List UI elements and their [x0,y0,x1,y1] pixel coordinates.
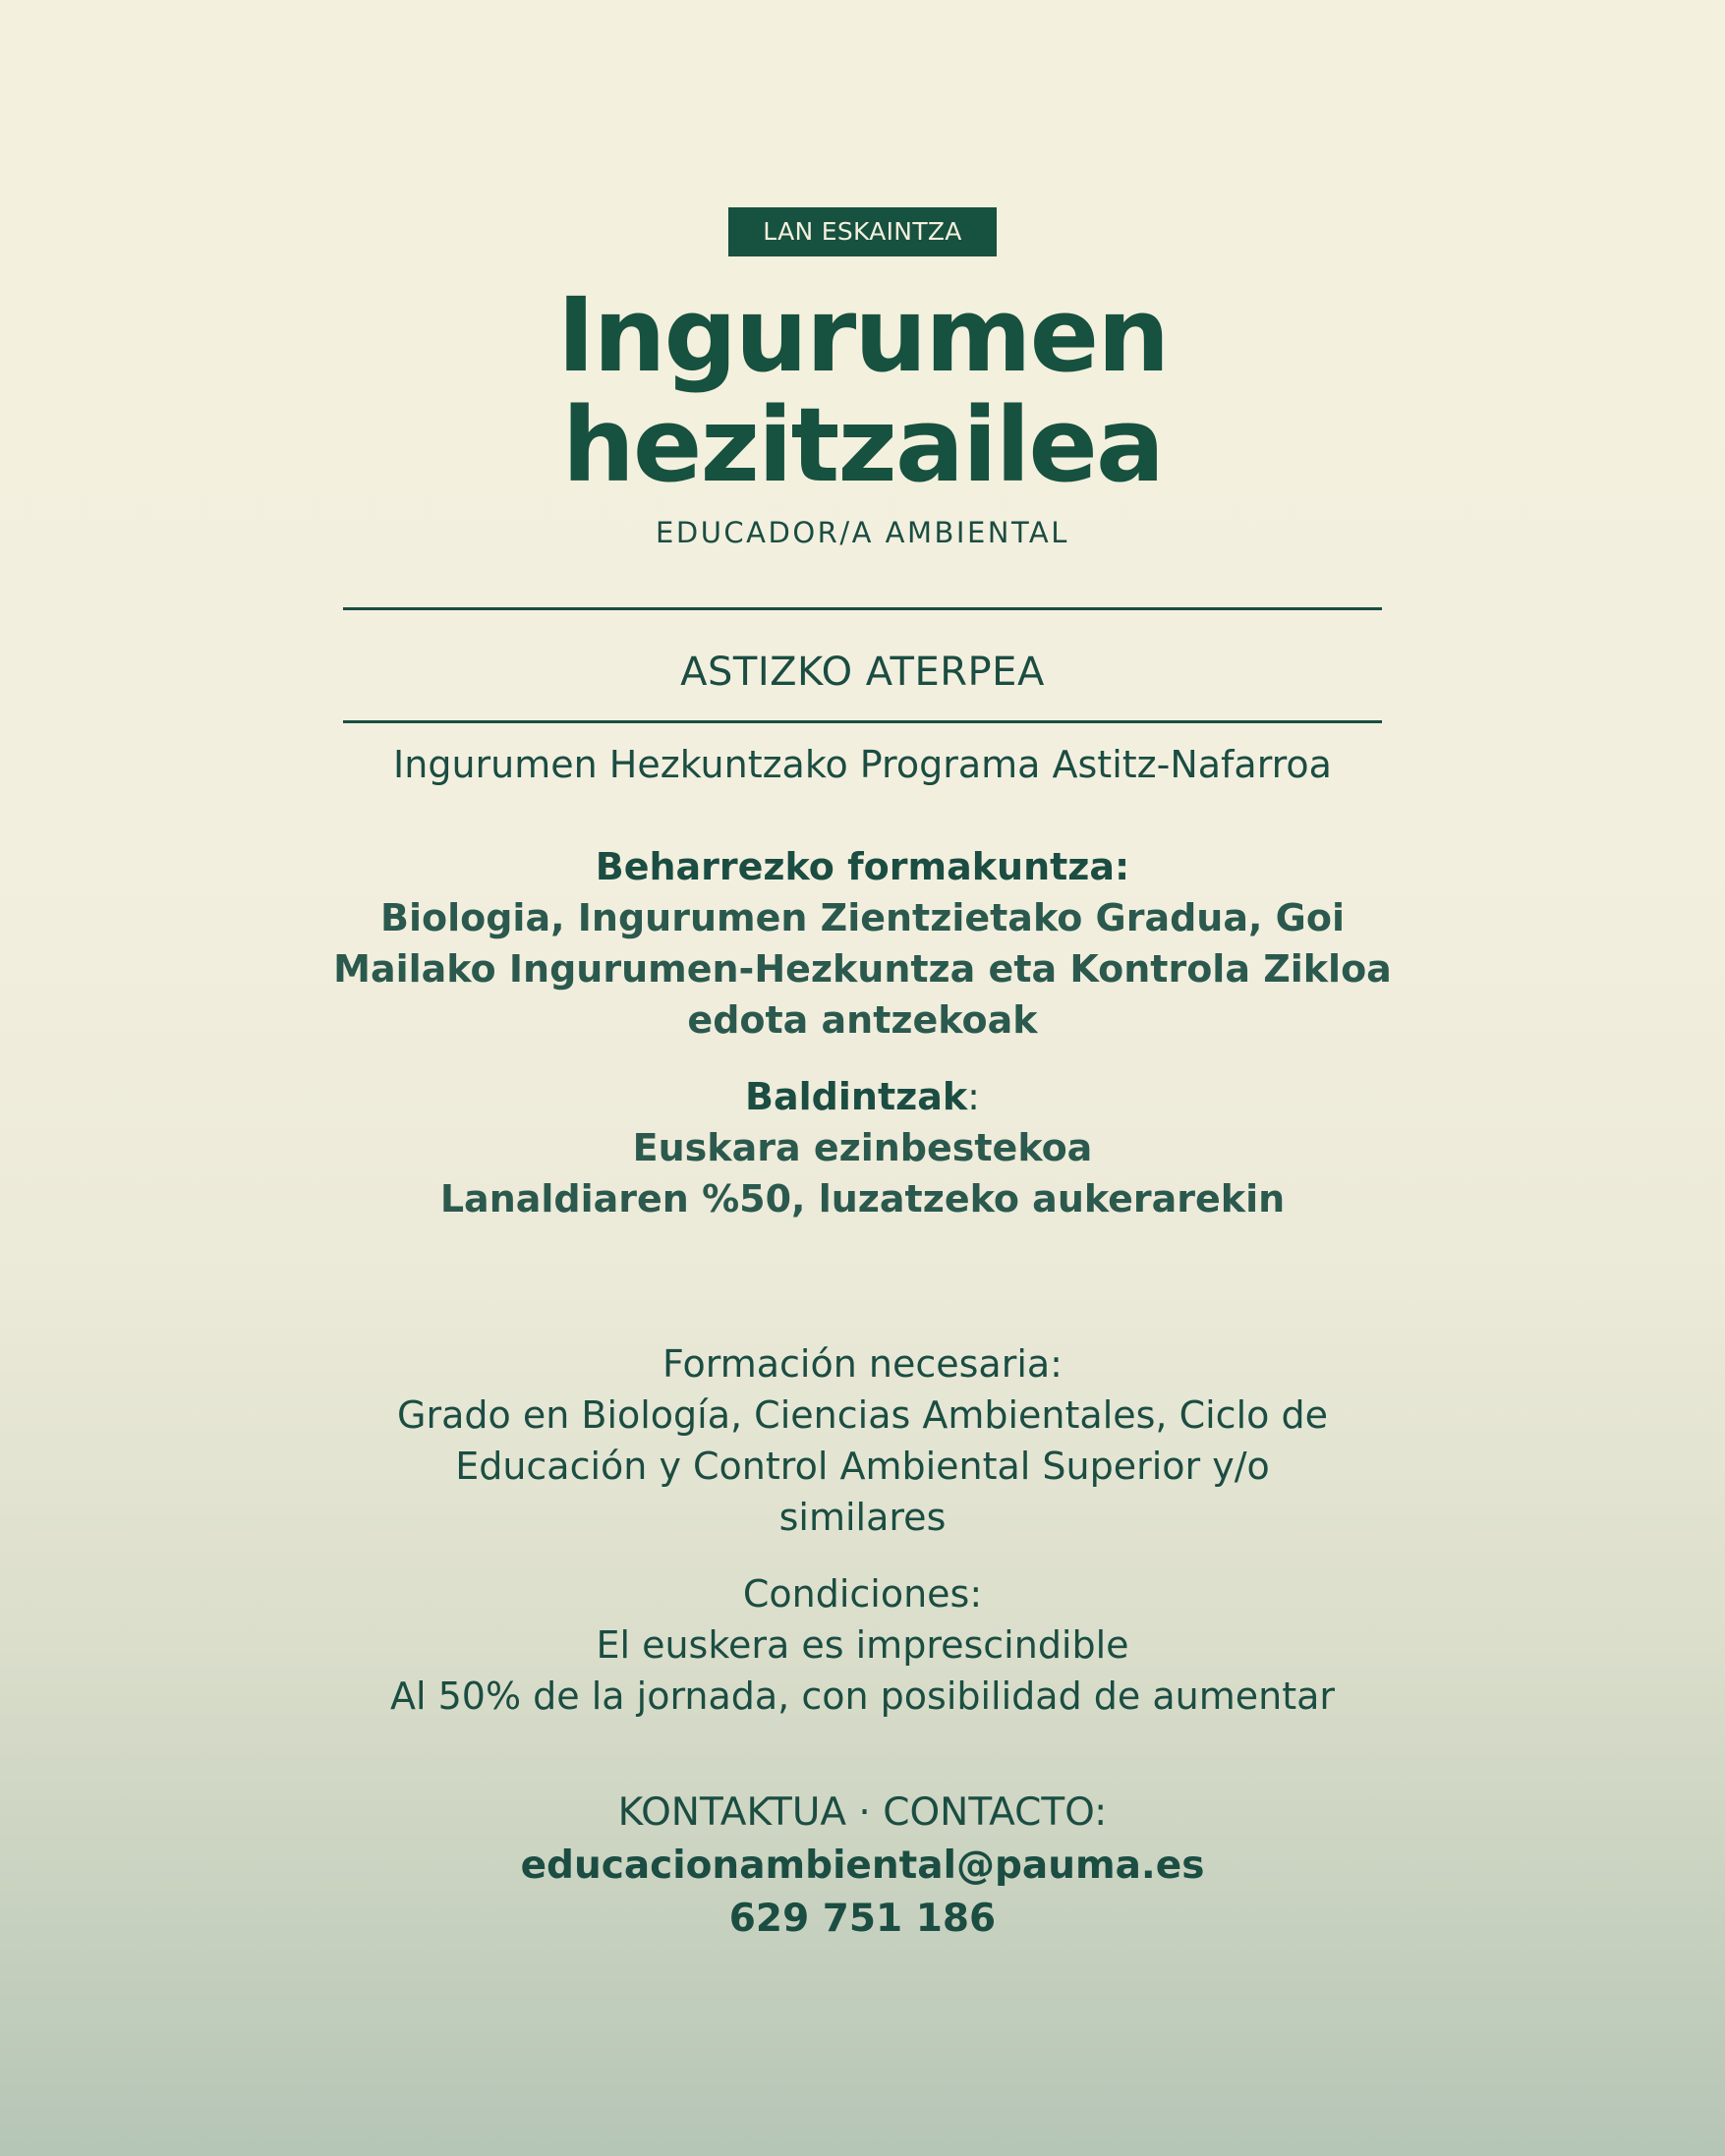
basque-training-heading: Beharrezko formakuntza: [595,845,1130,888]
program-name: Ingurumen Hezkuntzako Programa Astitz-Nafarroa [393,743,1332,786]
spanish-condition-line: Al 50% de la jornada, con posibilidad de aumentar [389,1674,1336,1718]
basque-condition-line: Euskara ezinbestekoa [632,1126,1093,1169]
basque-training-line: Mailako Ingurumen-Hezkuntza eta Kontrola Zikloa [333,947,1392,991]
basque-training-line: Biologia, Ingurumen Zientzietako Gradua, Goi [380,896,1345,939]
spanish-requirements [0,1338,1725,1722]
spanish-training-heading: Formación necesaria: [662,1342,1063,1386]
spanish-training-line: Grado en Biología, Ciencias Ambientales, Ciclo de [397,1393,1328,1437]
basque-training-line: edota antzekoak [687,998,1038,1042]
spanish-training-line: Educación y Control Ambiental Superior y/o [455,1445,1270,1488]
basque-condition-line: Lanaldiaren %50, luzatzeko aukerarekin [439,1177,1286,1220]
contact-email-link[interactable]: educacionambiental@pauma.es [520,1844,1205,1888]
basque-requirements [0,841,1725,1224]
divider-bottom [343,720,1382,723]
job-title-line-2: hezitzailea [561,385,1164,505]
spanish-conditions-heading: Condiciones: [742,1572,983,1616]
contact-heading: KONTAKTUA · CONTACTO: [617,1790,1108,1835]
job-title-line-1: Ingurumen [556,275,1169,395]
job-title [0,275,1725,505]
spanish-condition-line: El euskera es imprescindible [596,1623,1129,1667]
basque-conditions-colon: : [967,1075,980,1118]
basque-conditions-heading [0,1071,1725,1122]
basque-conditions-heading-text: Baldintzak [745,1075,968,1118]
spanish-training-line: similares [778,1496,947,1539]
organization-name: ASTIZKO ATERPEA [680,650,1045,695]
contact-phone-link[interactable]: 629 751 186 [728,1897,997,1941]
job-offer-tag: LAN ESKAINTZA [728,207,997,256]
divider-top [343,607,1382,610]
job-subtitle: EDUCADOR/A AMBIENTAL [656,516,1069,549]
contact-block [0,1787,1725,1946]
